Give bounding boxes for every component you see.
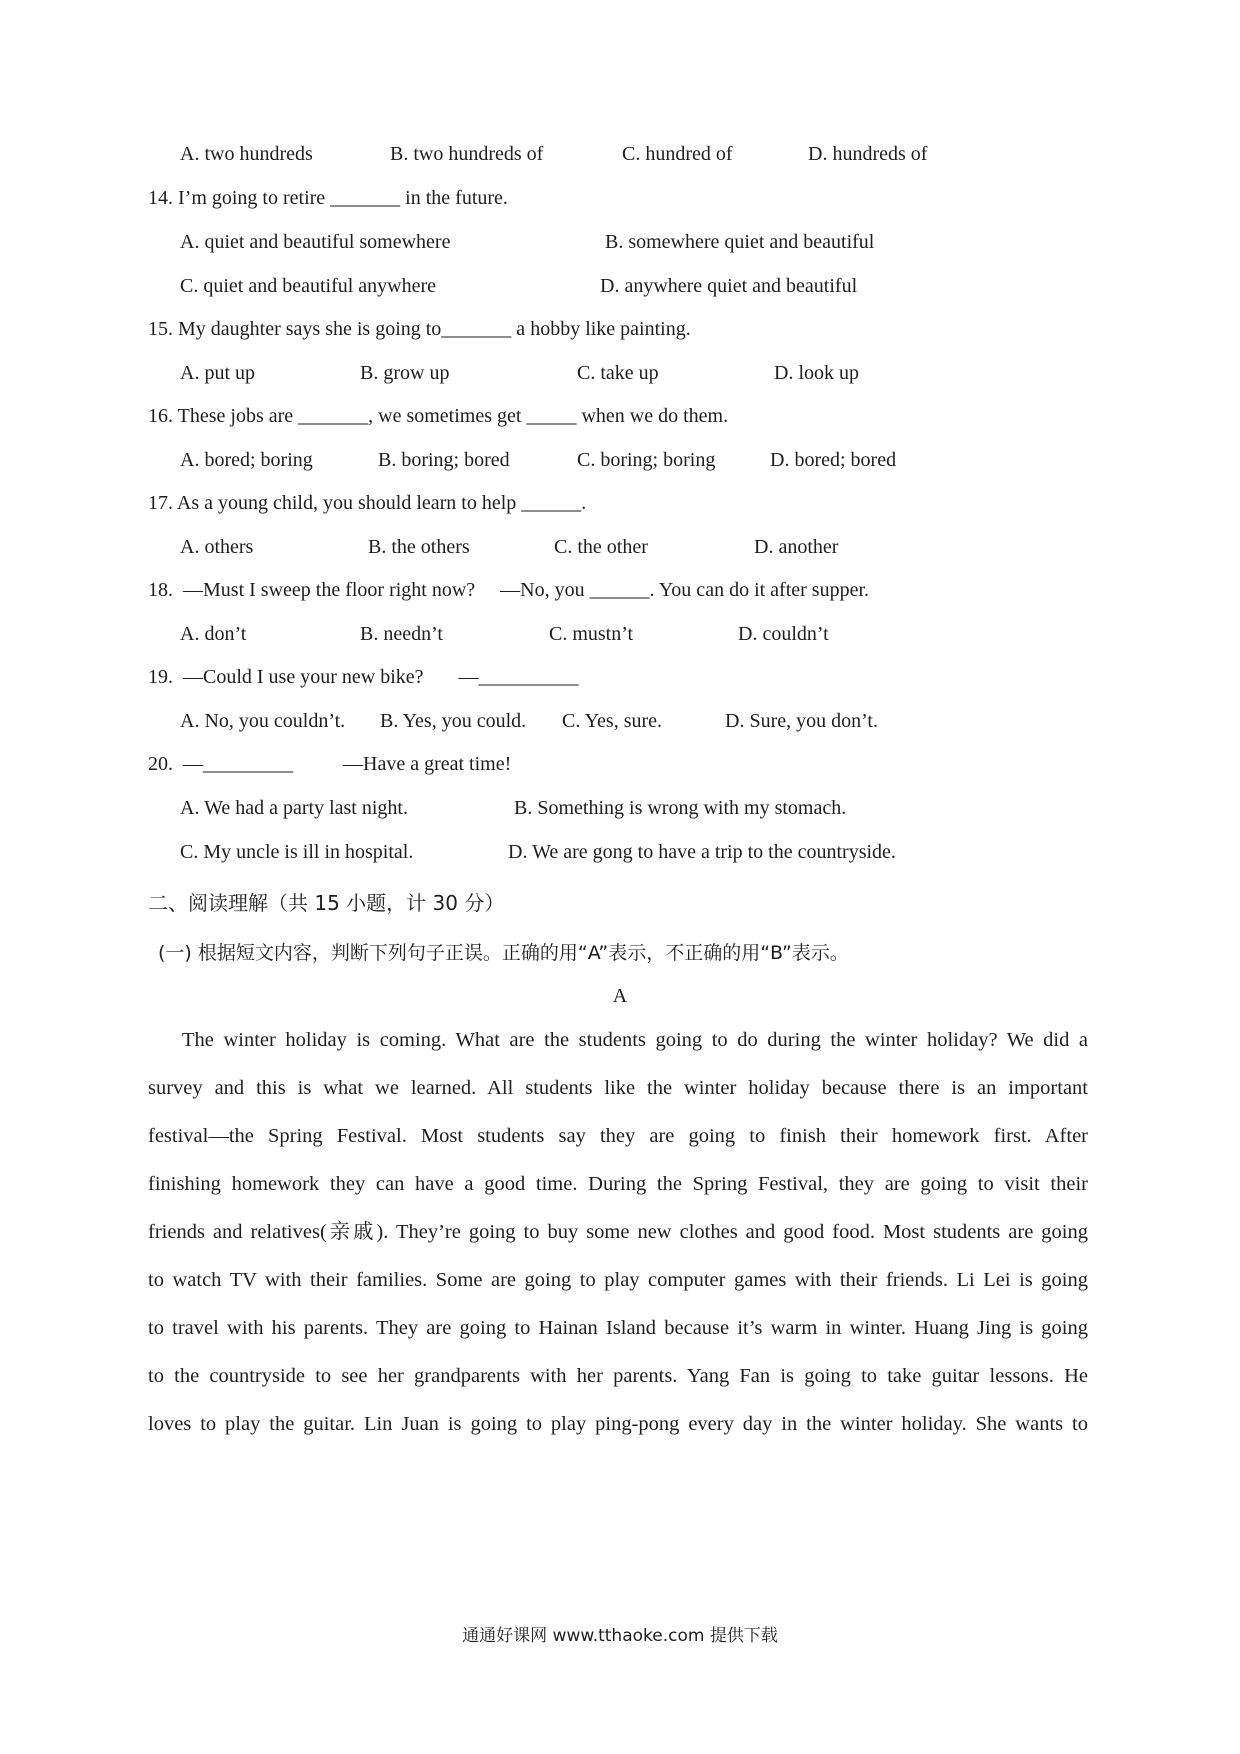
q13-option-d: D. hundreds of [808, 143, 928, 165]
question-18-stem: 18. —Must I sweep the floor right now? —No, you ______. You can do it after supper. [148, 579, 870, 601]
q15-option-a: A. put up [180, 362, 255, 384]
q19-option-a: A. No, you couldn’t. [180, 710, 346, 732]
passage-line: festival—the Spring Festival. Most students say they are going to finish their homework first. After [148, 1125, 1088, 1147]
q13-option-a: A. two hundreds [180, 143, 313, 165]
page-footer: 通通好课网 www.tthaoke.com 提供下载 [462, 1626, 778, 1646]
passage-label: A [612, 985, 628, 1007]
q16-option-c: C. boring; boring [577, 449, 716, 471]
q18-option-c: C. mustn’t [549, 623, 634, 645]
q14-option-d: D. anywhere quiet and beautiful [600, 275, 858, 297]
passage-line: to the countryside to see her grandparents with her parents. Yang Fan is going to take guitar lessons. He [148, 1365, 1088, 1387]
q20-option-c: C. My uncle is ill in hospital. [180, 841, 414, 863]
q18-option-d: D. couldn’t [738, 623, 829, 645]
q15-option-d: D. look up [774, 362, 859, 384]
q16-option-a: A. bored; boring [180, 449, 313, 471]
q18-option-a: A. don’t [180, 623, 247, 645]
section-2-instruction: (一) 根据短文内容，判断下列句子正误。正确的用“A”表示，不正确的用“B”表示。 [158, 942, 849, 964]
q14-option-c: C. quiet and beautiful anywhere [180, 275, 437, 297]
q19-option-c: C. Yes, sure. [562, 710, 663, 732]
question-16-stem: 16. These jobs are _______, we sometimes get _____ when we do them. [148, 405, 729, 427]
passage-line: to watch TV with their families. Some are going to play computer games with their friends. Li Lei is going [148, 1269, 1088, 1291]
q20-option-d: D. We are gong to have a trip to the countryside. [508, 841, 896, 863]
section-2-title: 二、阅读理解（共 15 小题，计 30 分） [148, 891, 505, 915]
question-19-stem: 19. —Could I use your new bike? —__________ [148, 666, 579, 688]
q20-option-a: A. We had a party last night. [180, 797, 408, 819]
q17-option-a: A. others [180, 536, 254, 558]
q19-option-b: B. Yes, you could. [380, 710, 527, 732]
q16-option-d: D. bored; bored [770, 449, 897, 471]
q13-option-b: B. two hundreds of [390, 143, 544, 165]
q16-option-b: B. boring; bored [378, 449, 510, 471]
passage-line: finishing homework they can have a good time. During the Spring Festival, they are going to visit their [148, 1173, 1088, 1195]
q17-option-d: D. another [754, 536, 839, 558]
q17-option-c: C. the other [554, 536, 648, 558]
question-17-stem: 17. As a young child, you should learn to help ______. [148, 492, 587, 514]
q15-option-c: C. take up [577, 362, 659, 384]
passage-line: The winter holiday is coming. What are the students going to do during the winter holiday? We did a [182, 1029, 1088, 1051]
question-15-stem: 15. My daughter says she is going to_______ a hobby like painting. [148, 318, 691, 340]
q14-option-b: B. somewhere quiet and beautiful [605, 231, 875, 253]
question-14-stem: 14. I’m going to retire _______ in the future. [148, 187, 508, 209]
q17-option-b: B. the others [368, 536, 470, 558]
passage-line: friends and relatives(亲戚). They’re going to buy some new clothes and good food. Most students are going [148, 1221, 1088, 1243]
q15-option-b: B. grow up [360, 362, 450, 384]
passage-line: loves to play the guitar. Lin Juan is going to play ping-pong every day in the winter holiday. She wants to [148, 1413, 1088, 1435]
passage-line: to travel with his parents. They are going to Hainan Island because it’s warm in winter. Huang Jing is going [148, 1317, 1088, 1339]
q19-option-d: D. Sure, you don’t. [725, 710, 878, 732]
passage-line: survey and this is what we learned. All students like the winter holiday because there is an important [148, 1077, 1088, 1099]
q18-option-b: B. needn’t [360, 623, 443, 645]
q14-option-a: A. quiet and beautiful somewhere [180, 231, 451, 253]
question-20-stem: 20. —_________ —Have a great time! [148, 753, 512, 775]
q20-option-b: B. Something is wrong with my stomach. [514, 797, 847, 819]
q13-option-c: C. hundred of [622, 143, 733, 165]
